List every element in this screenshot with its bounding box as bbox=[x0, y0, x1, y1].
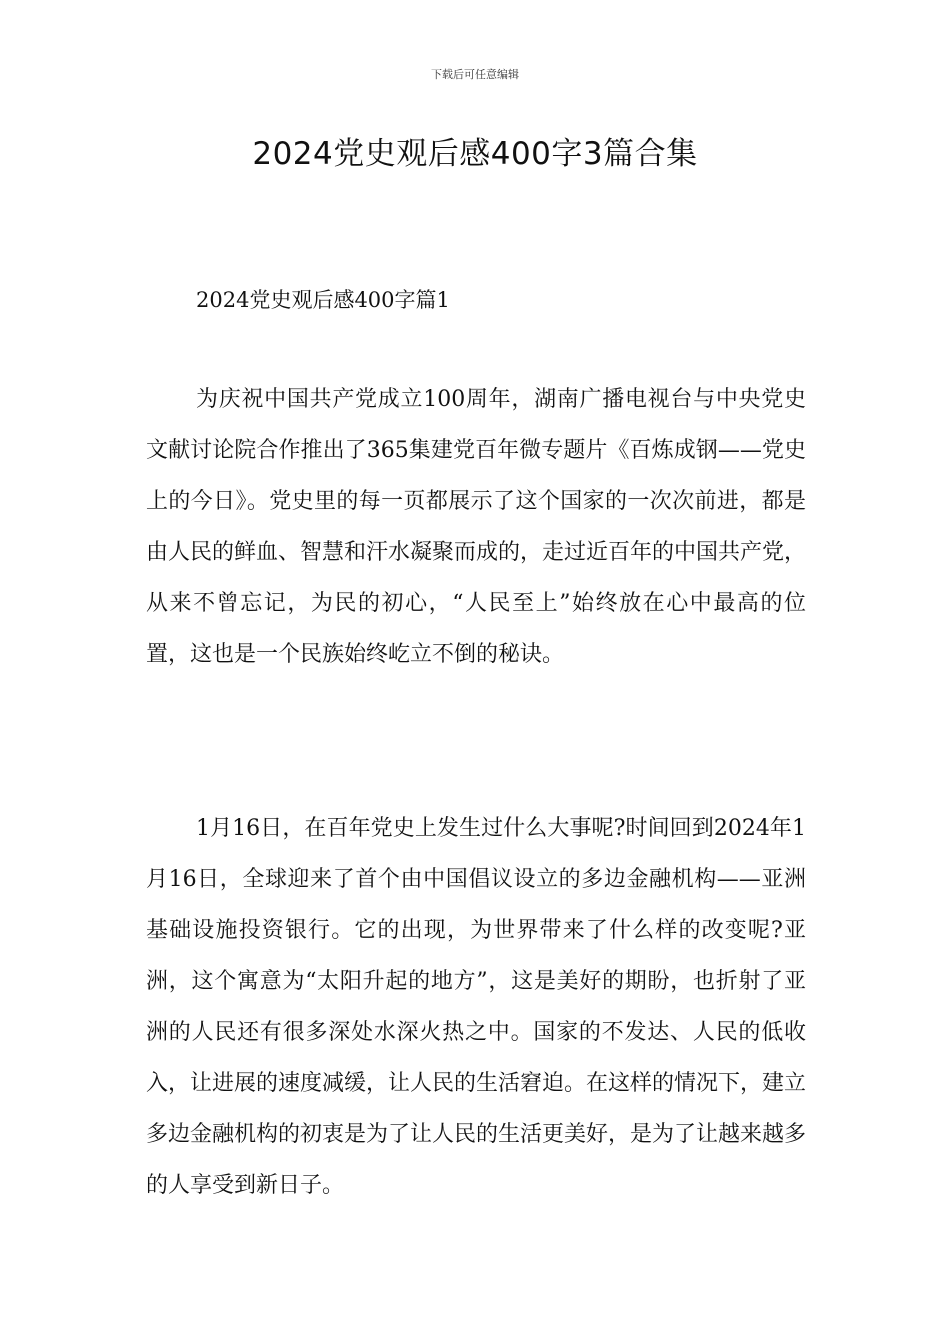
body-paragraph-1: 为庆祝中国共产党成立100周年，湖南广播电视台与中央党史文献讨论院合作推出了365集建党百年微专题片《百炼成钢——党史上的今日》。党史里的每一页都展示了这个国家的一次次前进，都是由人民的鲜血、智慧和汗水凝聚而成的，走过近百年的中国共产党，从来不曾忘记，为民的初心，“人民至上”始终放在心中最高的位置，这也是一个民族始终屹立不倒的秘诀。 bbox=[146, 387, 807, 667]
header-note: 下载后可任意编辑 bbox=[431, 68, 519, 81]
document-title: 2024党史观后感400字3篇合集 bbox=[252, 136, 698, 172]
section-heading: 2024党史观后感400字篇1 bbox=[196, 288, 450, 312]
body-paragraph-2: 1月16日，在百年党史上发生过什么大事呢?时间回到2024年1月16日，全球迎来了首个由中国倡议设立的多边金融机构——亚洲基础设施投资银行。它的出现，为世界带来了什么样的改变呢?亚洲，这个寓意为“太阳升起的地方”，这是美好的期盼，也折射了亚洲的人民还有很多深处水深火热之中。国家的不发达、人民的低收入，让进展的速度减缓，让人民的生活窘迫。在这样的情况下，建立多边金融机构的初衷是为了让人民的生活更美好，是为了让越来越多的人享受到新日子。 bbox=[146, 816, 807, 1198]
